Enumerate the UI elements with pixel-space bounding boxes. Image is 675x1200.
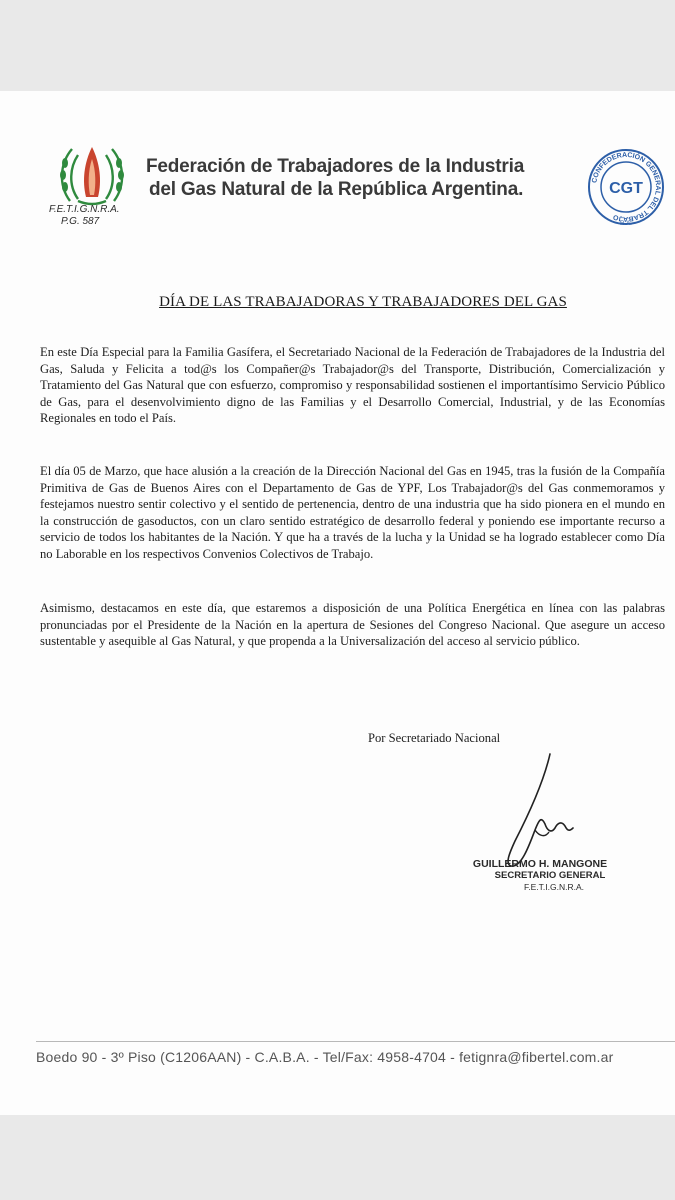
document-page bbox=[0, 91, 675, 1115]
signer-block bbox=[470, 858, 610, 893]
cgt-seal-icon bbox=[586, 147, 666, 227]
org-abbrev: F.E.T.I.G.N.R.A. bbox=[49, 204, 120, 215]
signer-org: F.E.T.I.G.N.R.A. bbox=[524, 882, 584, 892]
handwritten-signature-icon bbox=[495, 746, 585, 876]
footer-address: Boedo 90 - 3º Piso (C1206AAN) - C.A.B.A. - Tel/Fax: 4958-4704 - fetignra@fibertel.com.ar bbox=[36, 1049, 614, 1065]
federation-logo-icon bbox=[56, 141, 128, 207]
letterhead-title-line1: Federación de Trabajadores de la Industria bbox=[146, 156, 525, 177]
federation-abbreviation bbox=[49, 204, 149, 228]
signer-role: SECRETARIO GENERAL bbox=[494, 870, 606, 881]
paragraph-3: Asimismo, destacamos en este día, que estaremos a disposición de una Política Energética en línea con las palabras pronunciadas por el Presidente de la Nación en la apertura de Sesiones del Congreso Nacional. Que asegure un acceso sustentable y asequible al Gas Natural, y que propenda a la Universalización del acceso al servicio público. bbox=[40, 601, 665, 648]
cgt-ring-text: CONFEDERACIÓN GENERAL DEL TRABAJO bbox=[591, 151, 662, 223]
footer-divider bbox=[36, 1041, 675, 1042]
letterhead-title bbox=[146, 155, 591, 201]
cgt-letters: CGT bbox=[609, 180, 643, 197]
org-code: P.G. 587 bbox=[61, 216, 100, 227]
cgt-sub: R.A. bbox=[620, 221, 632, 227]
signer-name: GUILLERMO H. MANGONE bbox=[472, 858, 608, 870]
paragraph-2: El día 05 de Marzo, que hace alusión a la creación de la Dirección Nacional del Gas en 1945, tras la fusión de la Compañía Primitiva de Gas de Buenos Aires con el Departamento de Gas de YPF, Los Trabajador@s del Gas conmemoramos y festejamos nuestro sentir colectivo y el sentido de pertenencia, dentro de una industria que ha sido pionera en el mundo en la construcción de gasoductos, con un claro sentido estratégico de desarrollo federal y poniendo ese importante recurso a servicio de todos los habitantes de la Nación. Y que ha a través de la lucha y la Unidad se ha logrado establecer como Día no Laborable en los respectivos Convenios Colectivos de Trabajo. bbox=[40, 464, 665, 561]
letterhead-title-line2: del Gas Natural de la República Argentina. bbox=[149, 179, 524, 200]
paragraph-1: En este Día Especial para la Familia Gasífera, el Secretariado Nacional de la Federación de Trabajadores de la Industria del Gas, Saluda y Felicita a tod@s los Compañer@s Trabajador@s del Transporte, Distribución, Comercialización y Tratamiento del Gas Natural que con esfuerzo, compromiso y responsabilidad sostienen el importantísimo Servicio Público de Gas, para el desenvolvimiento digno de las Familias y el Desarrollo Comercial, Industrial, y de las Economías Regionales en todo el País. bbox=[40, 345, 665, 425]
document-title: DÍA DE LAS TRABAJADORAS Y TRABAJADORES DEL GAS bbox=[159, 294, 567, 310]
signature-by-line: Por Secretariado Nacional bbox=[368, 731, 501, 745]
